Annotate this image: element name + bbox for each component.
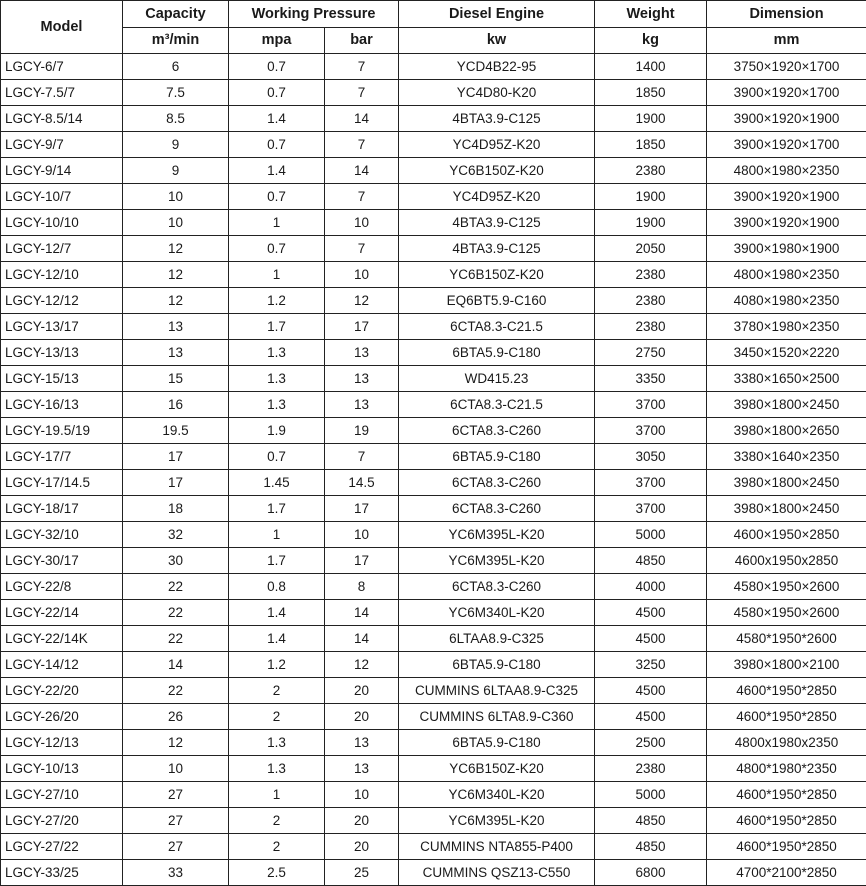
weight-cell: 2050 [595,236,707,262]
bar-cell: 25 [325,860,399,886]
dimension-cell: 3900×1920×1700 [707,132,866,158]
table-row [1,392,866,418]
capacity-cell: 22 [123,574,229,600]
table-row [1,574,866,600]
bar-cell: 20 [325,678,399,704]
capacity-cell: 32 [123,522,229,548]
mpa-cell: 0.7 [229,444,325,470]
dimension-cell: 4600*1950*2850 [707,704,866,730]
model-cell: LGCY-19.5/19 [1,418,123,444]
dimension-cell: 3450×1520×2220 [707,340,866,366]
capacity-cell: 8.5 [123,106,229,132]
weight-cell: 4850 [595,548,707,574]
table-row [1,236,866,262]
mpa-cell: 2 [229,834,325,860]
capacity-cell: 27 [123,834,229,860]
mpa-cell: 1.2 [229,652,325,678]
weight-cell: 2380 [595,756,707,782]
model-cell: LGCY-7.5/7 [1,80,123,106]
dimension-cell: 3900×1920×1700 [707,80,866,106]
weight-cell: 5000 [595,782,707,808]
model-cell: LGCY-16/13 [1,392,123,418]
engine-cell: CUMMINS 6LTA8.9-C360 [399,704,595,730]
bar-cell: 14.5 [325,470,399,496]
weight-cell: 6800 [595,860,707,886]
capacity-cell: 19.5 [123,418,229,444]
dimension-cell: 3980×1800×2650 [707,418,866,444]
model-cell: LGCY-18/17 [1,496,123,522]
dimension-cell: 4800×1980×2350 [707,262,866,288]
engine-cell: YC4D95Z-K20 [399,184,595,210]
weight-cell: 2380 [595,262,707,288]
weight-cell: 5000 [595,522,707,548]
weight-cell: 1900 [595,106,707,132]
capacity-cell: 22 [123,626,229,652]
mpa-cell: 1.4 [229,158,325,184]
mpa-cell: 0.7 [229,184,325,210]
mpa-cell: 1.7 [229,314,325,340]
model-cell: LGCY-9/7 [1,132,123,158]
capacity-cell: 12 [123,262,229,288]
engine-cell: 6CTA8.3-C260 [399,496,595,522]
weight-cell: 1900 [595,210,707,236]
dimension-cell: 3900×1980×1900 [707,236,866,262]
engine-cell: 6CTA8.3-C260 [399,574,595,600]
capacity-cell: 27 [123,782,229,808]
mpa-cell: 1.7 [229,548,325,574]
bar-cell: 7 [325,54,399,80]
bar-cell: 13 [325,392,399,418]
dimension-cell: 4700*2100*2850 [707,860,866,886]
table-row [1,184,866,210]
table-body [1,54,866,886]
model-cell: LGCY-17/14.5 [1,470,123,496]
table-row [1,626,866,652]
model-cell: LGCY-13/13 [1,340,123,366]
engine-cell: YC6M340L-K20 [399,782,595,808]
bar-cell: 13 [325,340,399,366]
header-model: Model [1,1,123,54]
table-row [1,262,866,288]
engine-cell: YC6M395L-K20 [399,808,595,834]
weight-cell: 4500 [595,600,707,626]
weight-cell: 3250 [595,652,707,678]
header-dimension: Dimension [707,1,866,28]
model-cell: LGCY-22/14K [1,626,123,652]
mpa-cell: 1.2 [229,288,325,314]
model-cell: LGCY-10/13 [1,756,123,782]
model-cell: LGCY-8.5/14 [1,106,123,132]
mpa-cell: 0.7 [229,54,325,80]
bar-cell: 7 [325,132,399,158]
dimension-cell: 4600*1950*2850 [707,678,866,704]
mpa-cell: 1.3 [229,392,325,418]
table-row [1,288,866,314]
weight-cell: 4500 [595,678,707,704]
table-row [1,652,866,678]
bar-cell: 7 [325,80,399,106]
bar-cell: 14 [325,600,399,626]
capacity-cell: 27 [123,808,229,834]
mpa-cell: 2 [229,704,325,730]
dimension-cell: 3900×1920×1900 [707,184,866,210]
model-cell: LGCY-6/7 [1,54,123,80]
mpa-cell: 0.7 [229,80,325,106]
weight-cell: 2380 [595,288,707,314]
weight-cell: 4850 [595,808,707,834]
model-cell: LGCY-27/22 [1,834,123,860]
mpa-cell: 2 [229,808,325,834]
engine-cell: EQ6BT5.9-C160 [399,288,595,314]
mpa-cell: 1.3 [229,366,325,392]
bar-cell: 10 [325,522,399,548]
header-dimension-unit: mm [707,28,866,54]
engine-cell: YC6B150Z-K20 [399,756,595,782]
mpa-cell: 1 [229,210,325,236]
mpa-cell: 2 [229,678,325,704]
mpa-cell: 1.3 [229,340,325,366]
mpa-cell: 1.9 [229,418,325,444]
header-engine-unit: kw [399,28,595,54]
dimension-cell: 3980×1800×2100 [707,652,866,678]
capacity-cell: 18 [123,496,229,522]
engine-cell: YC4D95Z-K20 [399,132,595,158]
table-row [1,106,866,132]
model-cell: LGCY-12/13 [1,730,123,756]
mpa-cell: 1.4 [229,106,325,132]
engine-cell: 6CTA8.3-C260 [399,418,595,444]
header-capacity: Capacity [123,1,229,28]
capacity-cell: 12 [123,730,229,756]
mpa-cell: 1.4 [229,600,325,626]
engine-cell: 6LTAA8.9-C325 [399,626,595,652]
engine-cell: 6CTA8.3-C21.5 [399,314,595,340]
weight-cell: 3350 [595,366,707,392]
model-cell: LGCY-10/7 [1,184,123,210]
header-pressure-unit-mpa: mpa [229,28,325,54]
engine-cell: 4BTA3.9-C125 [399,236,595,262]
mpa-cell: 1 [229,522,325,548]
capacity-cell: 13 [123,340,229,366]
dimension-cell: 3780×1980×2350 [707,314,866,340]
table-row [1,80,866,106]
capacity-cell: 15 [123,366,229,392]
model-cell: LGCY-13/17 [1,314,123,340]
engine-cell: YC4D80-K20 [399,80,595,106]
engine-cell: 4BTA3.9-C125 [399,210,595,236]
model-cell: LGCY-33/25 [1,860,123,886]
dimension-cell: 3380×1640×2350 [707,444,866,470]
bar-cell: 19 [325,418,399,444]
capacity-cell: 17 [123,470,229,496]
table-row [1,834,866,860]
engine-cell: WD415.23 [399,366,595,392]
bar-cell: 10 [325,262,399,288]
capacity-cell: 26 [123,704,229,730]
dimension-cell: 4800×1980×2350 [707,158,866,184]
mpa-cell: 0.7 [229,132,325,158]
weight-cell: 4850 [595,834,707,860]
engine-cell: 6CTA8.3-C21.5 [399,392,595,418]
model-cell: LGCY-9/14 [1,158,123,184]
table-row [1,522,866,548]
engine-cell: CUMMINS NTA855-P400 [399,834,595,860]
bar-cell: 10 [325,782,399,808]
model-cell: LGCY-15/13 [1,366,123,392]
table-row [1,418,866,444]
weight-cell: 3700 [595,392,707,418]
model-cell: LGCY-22/8 [1,574,123,600]
header-weight-unit: kg [595,28,707,54]
model-cell: LGCY-32/10 [1,522,123,548]
capacity-cell: 12 [123,236,229,262]
bar-cell: 10 [325,210,399,236]
bar-cell: 20 [325,704,399,730]
dimension-cell: 3980×1800×2450 [707,496,866,522]
table-row [1,600,866,626]
engine-cell: YC6M340L-K20 [399,600,595,626]
header-capacity-unit: m³/min [123,28,229,54]
weight-cell: 2750 [595,340,707,366]
dimension-cell: 4580*1950*2600 [707,626,866,652]
capacity-cell: 12 [123,288,229,314]
table-row [1,678,866,704]
capacity-cell: 14 [123,652,229,678]
bar-cell: 12 [325,288,399,314]
weight-cell: 3700 [595,496,707,522]
engine-cell: 6BTA5.9-C180 [399,340,595,366]
capacity-cell: 16 [123,392,229,418]
bar-cell: 20 [325,808,399,834]
capacity-cell: 13 [123,314,229,340]
table-row [1,808,866,834]
capacity-cell: 7.5 [123,80,229,106]
dimension-cell: 4580×1950×2600 [707,574,866,600]
mpa-cell: 0.7 [229,236,325,262]
table-row [1,548,866,574]
bar-cell: 7 [325,444,399,470]
engine-cell: YC6M395L-K20 [399,548,595,574]
engine-cell: 6BTA5.9-C180 [399,652,595,678]
dimension-cell: 4600*1950*2850 [707,782,866,808]
weight-cell: 1850 [595,132,707,158]
bar-cell: 14 [325,106,399,132]
model-cell: LGCY-30/17 [1,548,123,574]
dimension-cell: 4600*1950*2850 [707,834,866,860]
weight-cell: 3700 [595,418,707,444]
table-header [1,1,866,54]
capacity-cell: 22 [123,678,229,704]
engine-cell: 6BTA5.9-C180 [399,444,595,470]
dimension-cell: 4580×1950×2600 [707,600,866,626]
model-cell: LGCY-10/10 [1,210,123,236]
mpa-cell: 1.3 [229,730,325,756]
mpa-cell: 2.5 [229,860,325,886]
header-working-pressure: Working Pressure [229,1,399,28]
mpa-cell: 1 [229,262,325,288]
capacity-cell: 9 [123,132,229,158]
bar-cell: 8 [325,574,399,600]
model-cell: LGCY-22/14 [1,600,123,626]
capacity-cell: 30 [123,548,229,574]
dimension-cell: 4080×1980×2350 [707,288,866,314]
bar-cell: 7 [325,184,399,210]
model-cell: LGCY-26/20 [1,704,123,730]
capacity-cell: 22 [123,600,229,626]
table-row [1,444,866,470]
table-row [1,756,866,782]
dimension-cell: 4600*1950*2850 [707,808,866,834]
mpa-cell: 1.4 [229,626,325,652]
mpa-cell: 1.45 [229,470,325,496]
dimension-cell: 4600×1950×2850 [707,522,866,548]
weight-cell: 3700 [595,470,707,496]
model-cell: LGCY-17/7 [1,444,123,470]
bar-cell: 7 [325,236,399,262]
model-cell: LGCY-12/10 [1,262,123,288]
mpa-cell: 0.8 [229,574,325,600]
capacity-cell: 6 [123,54,229,80]
bar-cell: 14 [325,158,399,184]
capacity-cell: 9 [123,158,229,184]
table-row [1,782,866,808]
model-cell: LGCY-27/10 [1,782,123,808]
bar-cell: 17 [325,496,399,522]
table-row [1,158,866,184]
capacity-cell: 17 [123,444,229,470]
model-cell: LGCY-12/7 [1,236,123,262]
engine-cell: 6CTA8.3-C260 [399,470,595,496]
model-cell: LGCY-12/12 [1,288,123,314]
bar-cell: 13 [325,730,399,756]
capacity-cell: 10 [123,210,229,236]
model-cell: LGCY-22/20 [1,678,123,704]
model-cell: LGCY-27/20 [1,808,123,834]
weight-cell: 1400 [595,54,707,80]
table-row [1,340,866,366]
bar-cell: 17 [325,548,399,574]
weight-cell: 2500 [595,730,707,756]
mpa-cell: 1 [229,782,325,808]
dimension-cell: 3980×1800×2450 [707,470,866,496]
bar-cell: 20 [325,834,399,860]
engine-cell: CUMMINS QSZ13-C550 [399,860,595,886]
engine-cell: 4BTA3.9-C125 [399,106,595,132]
table-row [1,366,866,392]
mpa-cell: 1.3 [229,756,325,782]
dimension-cell: 3750×1920×1700 [707,54,866,80]
table-row [1,314,866,340]
table-row [1,496,866,522]
table-row [1,54,866,80]
weight-cell: 1850 [595,80,707,106]
weight-cell: 4500 [595,704,707,730]
weight-cell: 4000 [595,574,707,600]
table-row [1,704,866,730]
weight-cell: 4500 [595,626,707,652]
weight-cell: 3050 [595,444,707,470]
engine-cell: YC6M395L-K20 [399,522,595,548]
bar-cell: 14 [325,626,399,652]
header-weight: Weight [595,1,707,28]
weight-cell: 2380 [595,158,707,184]
table-row [1,730,866,756]
dimension-cell: 3380×1650×2500 [707,366,866,392]
dimension-cell: 4800x1980x2350 [707,730,866,756]
engine-cell: 6BTA5.9-C180 [399,730,595,756]
table-row [1,860,866,886]
table-row [1,470,866,496]
table-row [1,210,866,236]
engine-cell: YC6B150Z-K20 [399,262,595,288]
weight-cell: 2380 [595,314,707,340]
mpa-cell: 1.7 [229,496,325,522]
model-cell: LGCY-14/12 [1,652,123,678]
capacity-cell: 10 [123,184,229,210]
dimension-cell: 3900×1920×1900 [707,106,866,132]
engine-cell: YC6B150Z-K20 [399,158,595,184]
weight-cell: 1900 [595,184,707,210]
engine-cell: CUMMINS 6LTAA8.9-C325 [399,678,595,704]
bar-cell: 13 [325,756,399,782]
dimension-cell: 4800*1980*2350 [707,756,866,782]
bar-cell: 13 [325,366,399,392]
table-row [1,132,866,158]
capacity-cell: 10 [123,756,229,782]
header-pressure-unit-bar: bar [325,28,399,54]
bar-cell: 12 [325,652,399,678]
capacity-cell: 33 [123,860,229,886]
engine-cell: YCD4B22-95 [399,54,595,80]
bar-cell: 17 [325,314,399,340]
dimension-cell: 3980×1800×2450 [707,392,866,418]
dimension-cell: 3900×1920×1900 [707,210,866,236]
dimension-cell: 4600x1950x2850 [707,548,866,574]
header-diesel-engine: Diesel Engine [399,1,595,28]
